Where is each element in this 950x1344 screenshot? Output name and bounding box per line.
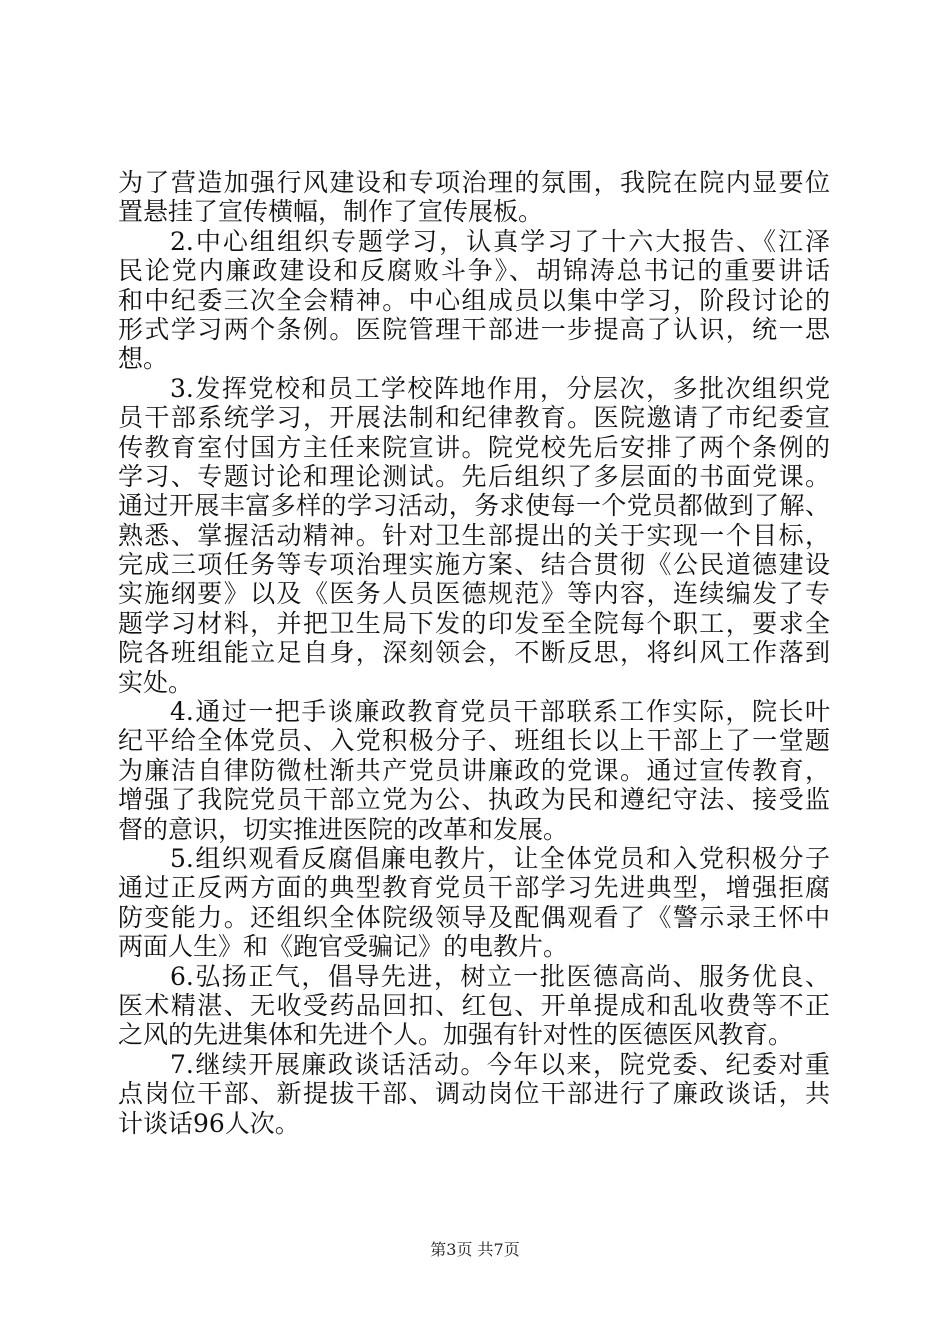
text-line: 6.弘扬正气，倡导先进，树立一批医德高尚、服务优良、 xyxy=(170,961,830,991)
text-line: 2.中心组组织专题学习，认真学习了十六大报告、《江泽 xyxy=(170,226,830,256)
text-line: 督的意识，切实推进医院的改革和发展。 xyxy=(118,814,569,844)
text-line: 点岗位干部、新提拔干部、调动岗位干部进行了廉政谈话，共 xyxy=(118,1079,830,1109)
text-line: 完成三项任务等专项治理实施方案、结合贯彻《公民道德建设 xyxy=(118,550,830,580)
document-body xyxy=(118,168,830,1138)
paragraph xyxy=(118,697,830,844)
text-line: 纪平给全体党员、入党积极分子、班组长以上干部上了一堂题 xyxy=(118,726,830,756)
text-line: 为了营造加强行风建设和专项治理的氛围，我院在院内显要位 xyxy=(118,168,830,197)
page-number: 第3页 共7页 xyxy=(430,1240,520,1259)
paragraph xyxy=(118,962,830,1050)
text-line: 实处。 xyxy=(118,667,194,697)
text-line: 7.继续开展廉政谈话活动。今年以来，院党委、纪委对重 xyxy=(170,1049,830,1079)
text-line: 和中纪委三次全会精神。中心组成员以集中学习，阶段讨论的 xyxy=(118,285,830,315)
text-line: 防变能力。还组织全体院级领导及配偶观看了《警示录王怀中 xyxy=(118,902,830,932)
paragraph xyxy=(118,374,830,697)
text-line: 院各班组能立足自身，深刻领会，不断反思，将纠风工作落到 xyxy=(118,638,830,668)
paragraph xyxy=(118,227,830,374)
text-line: 5.组织观看反腐倡廉电教片，让全体党员和入党积极分子 xyxy=(170,843,830,873)
paragraph xyxy=(118,844,830,962)
text-line: 置悬挂了宣传横幅，制作了宣传展板。 xyxy=(118,197,544,227)
text-line: 传教育室付国方主任来院宣讲。院党校先后安排了两个条例的 xyxy=(118,432,830,462)
text-line: 民论党内廉政建设和反腐败斗争》、胡锦涛总书记的重要讲话 xyxy=(118,256,830,286)
paragraph xyxy=(118,1050,830,1138)
text-line: 学习、专题讨论和理论测试。先后组织了多层面的书面党课。 xyxy=(118,461,830,491)
text-line: 想。 xyxy=(118,344,169,374)
text-line: 为廉洁自律防微杜渐共产党员讲廉政的党课。通过宣传教育， xyxy=(118,755,830,785)
text-line: 计谈话96人次。 xyxy=(118,1108,300,1138)
text-line: 通过开展丰富多样的学习活动，务求使每一个党员都做到了解、 xyxy=(118,491,830,521)
text-line: 员干部系统学习，开展法制和纪律教育。医院邀请了市纪委宣 xyxy=(118,403,830,433)
text-line: 4.通过一把手谈廉政教育党员干部联系工作实际，院长叶 xyxy=(170,697,830,727)
text-line: 3.发挥党校和员工学校阵地作用，分层次，多批次组织党 xyxy=(170,373,830,403)
text-line: 题学习材料，并把卫生局下发的印发至全院每个职工，要求全 xyxy=(118,608,830,638)
text-line: 熟悉、掌握活动精神。针对卫生部提出的关于实现一个目标， xyxy=(118,520,830,550)
text-line: 医术精湛、无收受药品回扣、红包、开单提成和乱收费等不正 xyxy=(118,990,830,1020)
page-footer xyxy=(0,1240,950,1260)
text-line: 两面人生》和《跑官受骗记》的电教片。 xyxy=(118,932,569,962)
text-line: 之风的先进集体和先进个人。加强有针对性的医德医风教育。 xyxy=(118,1020,794,1050)
paragraph xyxy=(118,168,830,227)
text-line: 通过正反两方面的典型教育党员干部学习先进典型，增强拒腐 xyxy=(118,873,830,903)
text-line: 形式学习两个条例。医院管理干部进一步提高了认识，统一思 xyxy=(118,314,830,344)
text-line: 增强了我院党员干部立党为公、执政为民和遵纪守法、接受监 xyxy=(118,785,830,815)
text-line: 实施纲要》以及《医务人员医德规范》等内容，连续编发了专 xyxy=(118,579,830,609)
